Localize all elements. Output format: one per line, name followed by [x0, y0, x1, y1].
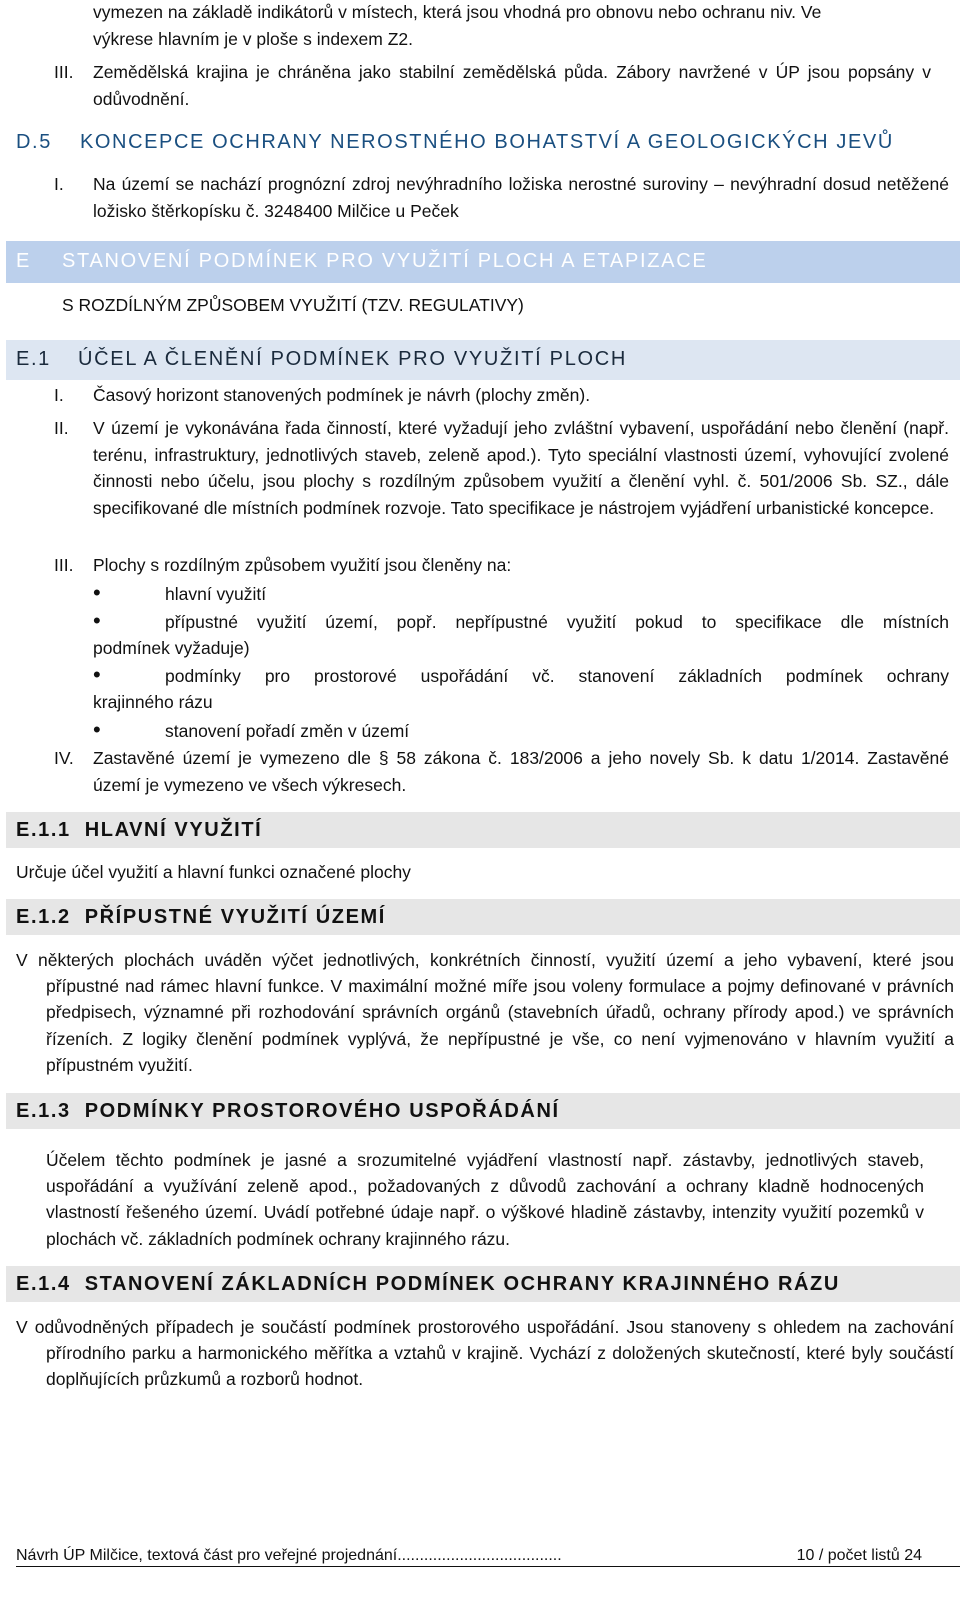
section-title: STANOVENÍ ZÁKLADNÍCH PODMÍNEK OCHRANY KRAJINNÉHO RÁZU	[84, 1273, 840, 1295]
item-numeral: II.	[54, 418, 69, 438]
paragraph: Účelem těchto podmínek je jasné a srozumitelné vyjádření vlastností např. zástavby, jednotlivých staveb, uspořádání a využívání zeleně apod., požadovaných z důvodů zachování a ochrany kladně hodnocených vlastností řešeného území. Uvádí potřebné údaje např. o výškové hladině zástavby, intenzity využití pozemků v plochách vč. základních podmínek ochrany krajinného rázu.	[46, 1150, 924, 1249]
item-text: Zemědělská krajina je chráněna jako stabilní zemědělská půda. Zábory navržené v ÚP jsou popsány v odůvodnění.	[93, 62, 931, 109]
paragraph: V některých plochách uváděn výčet jednotlivých, konkrétních činností, využití území a jeho vybavení, které jsou přípustné nad rámec hlavní funkce. V maximální možné míře jsou voleny formulace a pojmy definované v právních předpisech, významné při rozhodování správních orgánů (stavebních úřadů, ochrany přírody apod.) ve správních řízeních. Z logiky členění podmínek vyplývá, že nepřípustné je vše, co není vyjmenováno v hlavním využití a přípustném využití.	[16, 950, 954, 1075]
item-text: Na území se nachází prognózní zdroj nevýhradního ložiska nerostné suroviny – nevýhradní dosud netěžené ložisko štěrkopísku č. 3248400 Milčice u Peček	[93, 174, 949, 221]
continuation-text: vymezen na základě indikátorů v místech, která jsou vhodná pro obnovu nebo ochranu niv. Ve výkrese hlavním je v ploše s indexem Z2.	[93, 2, 822, 49]
section-number: E.1.4	[16, 1273, 71, 1295]
subsection-heading-e11	[16, 814, 262, 846]
footer-page-number: 10 / počet listů 24	[796, 1547, 922, 1564]
section-number: E.1.2	[16, 906, 71, 928]
section-title: HLAVNÍ VYUŽITÍ	[84, 819, 263, 841]
subsection-heading-e13	[16, 1095, 560, 1127]
section-number: D.5	[16, 131, 52, 153]
section-title: PŘÍPUSTNÉ VYUŽITÍ ÚZEMÍ	[84, 906, 386, 928]
list-item-continuation: podmínek vyžaduje)	[93, 638, 250, 658]
item-numeral: III.	[54, 555, 74, 575]
list-item: přípustné využití území, popř. nepřípustné využití pokud to specifikace dle místních	[165, 612, 949, 632]
item-numeral: I.	[54, 385, 64, 405]
item-text: V území je vykonávána řada činností, které vyžadují jeho zvláštní vybavení, uspořádání nebo členění (např. terénu, infrastruktury, jednotlivých staveb, zeleně apod.). Tyto speciální vlastnosti území, vyhovující zvolené činnosti nebo účelu, jsou plochy s rozdílným způsobem využití a členění vyhl. č. 501/2006 Sb. SZ., dále specifikované dle místních podmínek rozvoje. Tato specifikace je nástrojem vyjádření urbanistické koncepce.	[93, 418, 949, 518]
footer-left: Návrh ÚP Milčice, textová část pro veřejné projednání.....................................	[16, 1547, 562, 1564]
section-heading-d5	[16, 131, 894, 154]
subsection-heading-e14	[16, 1268, 840, 1300]
item-numeral: III.	[54, 62, 74, 82]
paragraph: V odůvodněných případech je součástí podmínek prostorového uspořádání. Jsou stanoveny s ohledem na zachování přírodního parku a harmonického měřítka a vztahů v krajině. Vychází z doložených skutečností, které byly součástí doplňujících průzkumů a rozborů hodnot.	[16, 1317, 954, 1390]
section-title: KONCEPCE OCHRANY NEROSTNÉHO BOHATSTVÍ A GEOLOGICKÝCH JEVŮ	[79, 131, 894, 153]
list-item: hlavní využití	[165, 584, 267, 604]
section-subtitle-e: S ROZDÍLNÝM ZPŮSOBEM VYUŽITÍ (TZV. REGULATIVY)	[62, 295, 524, 315]
bullet-icon: •	[93, 580, 101, 605]
item-text: Časový horizont stanovených podmínek je návrh (plochy změn).	[93, 385, 591, 405]
section-title: PODMÍNKY PROSTOROVÉHO USPOŘÁDÁNÍ	[84, 1100, 560, 1122]
paragraph: Určuje účel využití a hlavní funkci označené plochy	[16, 862, 411, 882]
bullet-icon: •	[93, 717, 101, 742]
section-letter: E	[16, 250, 31, 272]
bullet-icon: •	[93, 608, 101, 633]
list-item: podmínky pro prostorové uspořádání vč. stanovení základních podmínek ochrany	[165, 666, 949, 686]
section-title-e: STANOVENÍ PODMÍNEK PRO VYUŽITÍ PLOCH A ETAPIZACE	[62, 250, 708, 272]
list-item-continuation: krajinného rázu	[93, 692, 213, 712]
section-title-e1: ÚČEL A ČLENĚNÍ PODMÍNEK PRO VYUŽITÍ PLOCH	[78, 348, 628, 370]
item-numeral: I.	[54, 174, 64, 194]
section-number: E.1.3	[16, 1100, 71, 1122]
item-text: Plochy s rozdílným způsobem využití jsou členěny na:	[93, 555, 512, 575]
section-number: E.1.1	[16, 819, 71, 841]
list-item: stanovení pořadí změn v území	[165, 721, 410, 741]
bullet-icon: •	[93, 662, 101, 687]
subsection-heading-e12	[16, 901, 386, 933]
item-text: Zastavěné území je vymezeno dle § 58 zákona č. 183/2006 a jeho novely Sb. k datu 1/2014. Zastavěné území je vymezeno ve všech výkresech.	[93, 748, 949, 795]
section-number: E.1	[16, 348, 51, 370]
item-numeral: IV.	[54, 748, 74, 768]
